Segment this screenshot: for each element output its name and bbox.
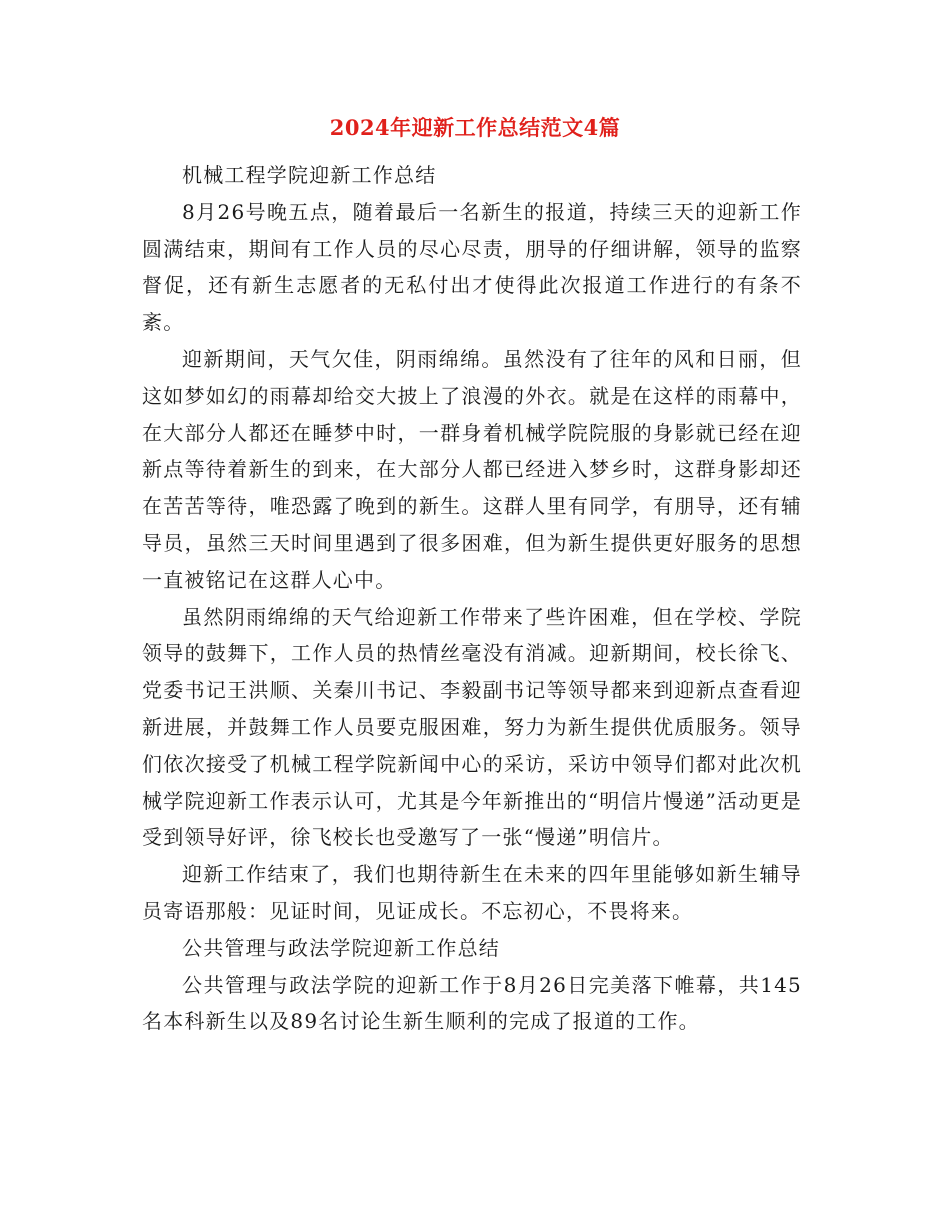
document-body [142, 157, 802, 1040]
body-paragraph: 公共管理与政法学院的迎新工作于8月26日完美落下帷幕，共145名本科新生以及89名讨论生新生顺利的完成了报道的工作。 [142, 972, 802, 1034]
body-paragraph: 迎新工作结束了，我们也期待新生在未来的四年里能够如新生辅导员寄语那般：见证时间，见证成长。不忘初心，不畏将来。 [142, 862, 802, 923]
section-heading-mechanical: 机械工程学院迎新工作总结 [182, 163, 437, 187]
body-paragraph: 虽然阴雨绵绵的天气给迎新工作带来了些许困难，但在学校、学院领导的鼓舞下，工作人员的热情丝毫没有消减。迎新期间，校长徐飞、党委书记王洪顺、关秦川书记、李毅副书记等领导都来到迎新点查看迎新进展，并鼓舞工作人员要克服困难，努力为新生提供优质服务。领导们依次接受了机械工程学院新闻中心的采访，采访中领导们都对此次机械学院迎新工作表示认可，尤其是今年新推出的“明信片慢递”活动更是受到领导好评，徐飞校长也受邀写了一张“慢递”明信片。 [142, 604, 802, 850]
section-heading-public-admin: 公共管理与政法学院迎新工作总结 [182, 935, 500, 960]
body-paragraph: 8月26号晚五点，随着最后一名新生的报道，持续三天的迎新工作圆满结束，期间有工作人员的尽心尽责，朋导的仔细讲解，领导的监察督促，还有新生志愿者的无私付出才使得此次报道工作进行的有条不紊。 [142, 199, 802, 335]
document-title: 2024年迎新工作总结范文4篇 [329, 115, 621, 140]
body-paragraph: 迎新期间，天气欠佳，阴雨绵绵。虽然没有了往年的风和日丽，但这如梦如幻的雨幕却给交大披上了浪漫的外衣。就是在这样的雨幕中，在大部分人都还在睡梦中时，一群身着机械学院院服的身影就已经在迎新点等待着新生的到来，在大部分人都已经进入梦乡时，这群身影却还在苦苦等待，唯恐露了晚到的新生。这群人里有同学，有朋导，还有辅导员，虽然三天时间里遇到了很多困难，但为新生提供更好服务的思想一直被铭记在这群人心中。 [142, 346, 802, 592]
